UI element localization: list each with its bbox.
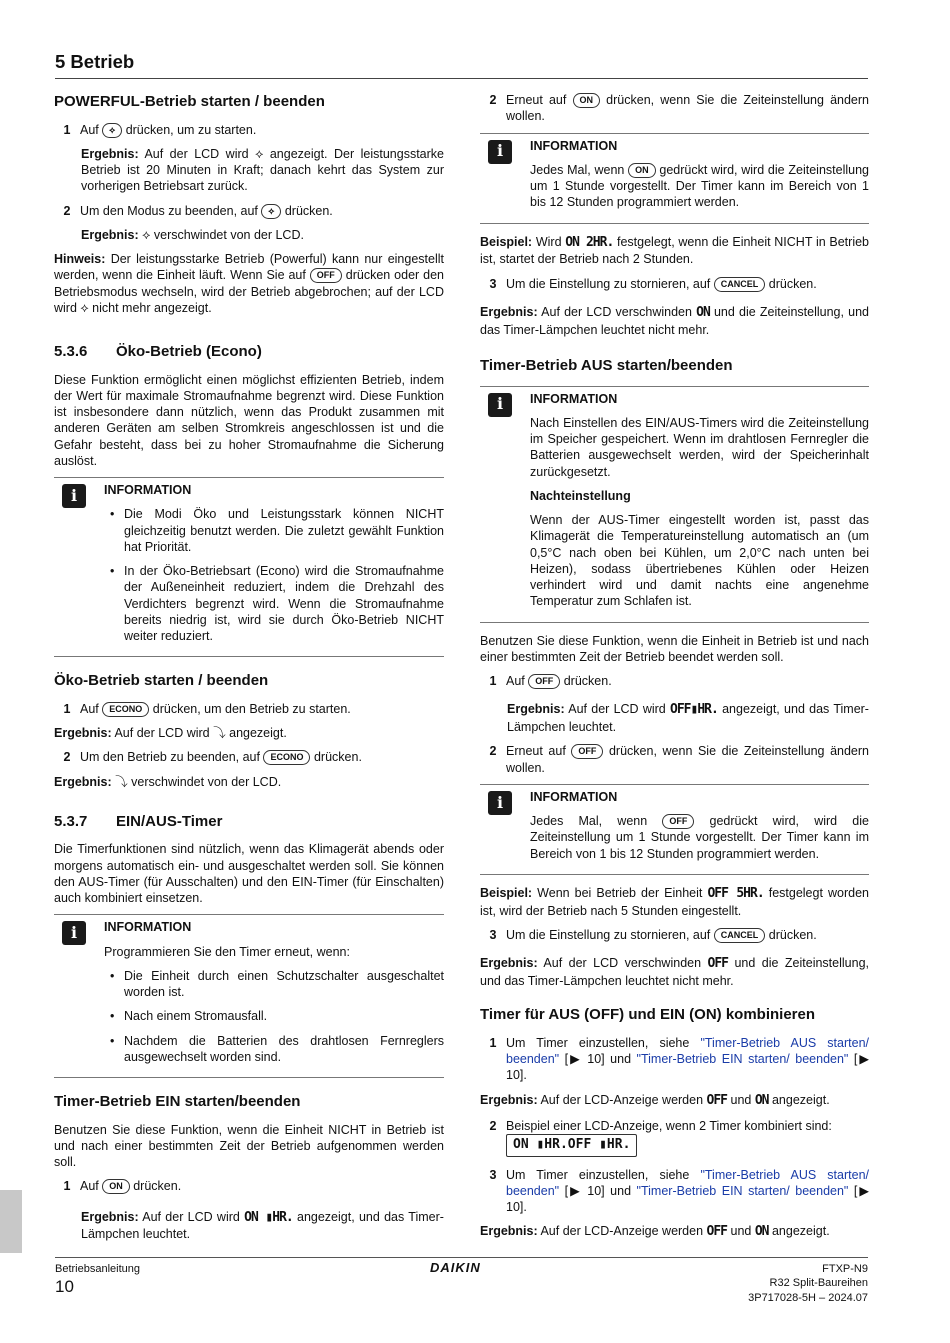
right-column	[480, 92, 869, 1249]
result: Ergebnis: ⟡ verschwindet von der LCD.	[81, 227, 304, 242]
timer-paragraph: Die Timerfunktionen sind nützlich, wenn das Klimagerät abends oder morgens automatisch ein- und ausgeschaltet werden soll. Sie können den AUS-Timer (für Ausschalten) und den EIN-Timer (für Einschalten) auch kombiniert einsetzen.	[54, 842, 444, 905]
hint: Hinweis: Der leistungsstarke Betrieb (Powerful) kann nur eingestellt werden, wenn die Einheit läuft. Wenn Sie auf OFF drücken oder den Betriebsmodus wechseln, wird der Betrieb abgebrochen; auf der LCD wird ⟡ nicht mehr angezeigt.	[54, 252, 444, 315]
lcd-display: ON ▮HR.OFF ▮HR.	[506, 1134, 637, 1157]
step: 2 Erneut auf OFF drücken, wenn Sie die Zeiteinstellung ändern wollen.	[489, 744, 869, 775]
result: Ergebnis: Auf der LCD wird OFF▮HR. angezeigt, und das Timer-Lämpchen leuchtet.	[507, 702, 869, 735]
step: 2 Beispiel einer LCD-Anzeige, wenn 2 Timer kombiniert sind: ON ▮HR.OFF ▮HR.	[480, 1118, 869, 1157]
powerful-button-icon: ⟡	[102, 123, 122, 138]
example: Beispiel: Wird ON 2HR. festgelegt, wenn die Einheit NICHT in Betrieb ist, startet der Betrieb nach 2 Stunden.	[480, 234, 869, 267]
link-timer-off[interactable]: "Timer-Betrieb AUS starten/ beenden"	[506, 1035, 869, 1067]
chapter-title: 5 Betrieb	[55, 50, 868, 79]
step: 3 Um die Einstellung zu stornieren, auf CANCEL drücken.	[489, 928, 817, 943]
information-icon: i	[488, 140, 512, 164]
step: 1 Auf ECONO drücken, um den Betrieb zu starten.	[63, 701, 351, 716]
heading-timer-off: Timer-Betrieb AUS starten/beenden	[480, 357, 733, 375]
lcd-display: ON 2HR.	[565, 234, 614, 250]
powerful-symbol-icon: ⟡	[255, 146, 264, 161]
on-button-icon: ON	[628, 163, 656, 178]
link-timer-on[interactable]: "Timer-Betrieb EIN starten/ beenden"	[636, 1183, 849, 1198]
powerful-button-icon: ⟡	[261, 204, 281, 219]
econo-paragraph: Diese Funktion ermöglicht einen möglichst effizienten Betrieb, indem der Wert für maximale Stromaufnahme begrenzt wird. Diese Funktion ist insbesondere dann nützlich, wenn das Produkt zusammen mit anderen Geräten am selben Stromkreis angeschlossen ist und die Gefahr besteht, dass bei zu hoher Stromaufnahme die Sicherung auslöst.	[54, 372, 444, 468]
information-box: i INFORMATION Programmieren Sie den Timer erneut, wenn: • Die Einheit durch einen Schutzschalter ausgeschaltet worden ist. • Nach einem Stromausfall. • Nachdem die Batterien des drahtlosen Fernreglers ausgewechselt worden sind.	[54, 914, 444, 1078]
information-icon: i	[488, 393, 512, 417]
lcd-display: OFF 5HR.	[707, 885, 764, 901]
off-button-icon: OFF	[662, 814, 694, 829]
information-box: i INFORMATION Jedes Mal, wenn ON gedrückt wird, wird die Zeiteinstellung um 1 Stunde vorgestellt. Der Timer kann im Bereich von 1 bis 12 Stunden programmiert werden.	[480, 133, 869, 224]
step: 3 Um die Einstellung zu stornieren, auf CANCEL drücken.	[489, 276, 817, 291]
result: Ergebnis: Auf der LCD verschwinden OFF und die Zeiteinstellung, und das Timer-Lämpchen leuchtet nicht mehr.	[480, 956, 869, 989]
daikin-logo: DAIKIN	[430, 1260, 481, 1275]
lcd-display: OFF▮HR.	[670, 702, 718, 718]
cancel-button-icon: CANCEL	[714, 928, 766, 943]
information-icon: i	[62, 484, 86, 508]
powerful-symbol-icon: ⟡	[80, 300, 89, 315]
econo-symbol-icon: ⤵	[115, 774, 128, 789]
off-button-icon: OFF	[310, 268, 342, 283]
result: Ergebnis: Auf der LCD-Anzeige werden OFF und ON angezeigt.	[480, 1224, 830, 1240]
econo-button-icon: ECONO	[263, 750, 310, 765]
step: 2 Um den Modus zu beenden, auf ⟡ drücken.	[63, 203, 333, 218]
heading-econo: Öko-Betrieb starten / beenden	[54, 672, 269, 690]
step: 2 Erneut auf ON drücken, wenn Sie die Zeiteinstellung ändern wollen.	[489, 93, 869, 124]
example: Beispiel: Wenn bei Betrieb der Einheit OFF 5HR. festgelegt worden ist, wird der Betrieb nach 5 Stunden eingestellt.	[480, 885, 869, 918]
section-5-3-6: 5.3.6 Öko-Betrieb (Econo)	[54, 343, 262, 360]
information-box: i INFORMATION Jedes Mal, wenn OFF gedrückt wird, wird die Zeiteinstellung um 1 Stunde vorgestellt. Der Timer kann im Bereich von 1 bis 12 Stunden programmiert werden.	[480, 784, 869, 875]
timer-on-paragraph: Benutzen Sie diese Funktion, wenn die Einheit NICHT in Betrieb ist und nach einer bestimmten Zeit der Betrieb aufgenommen werden soll.	[54, 1122, 444, 1169]
off-button-icon: OFF	[528, 674, 560, 689]
information-icon: i	[488, 791, 512, 815]
timer-off-paragraph: Benutzen Sie diese Funktion, wenn die Einheit in Betrieb ist und nach einer bestimmten Zeit der Betrieb beendet werden soll.	[480, 633, 869, 664]
result: Ergebnis: Auf der LCD verschwinden ON und die Zeiteinstellung, und das Timer-Lämpchen leuchtet nicht mehr.	[480, 304, 869, 337]
footer-divider	[55, 1257, 868, 1258]
section-5-3-7: 5.3.7 EIN/AUS-Timer	[54, 812, 223, 830]
information-box: i INFORMATION • Die Modi Öko und Leistungsstark können NICHT gleichzeitig benutzt werden. Die zuletzt gewählt Funktion hat Priorität. • In der Öko-Betriebsart (Econo) wird die Stromaufnahme der Außeneinheit reduziert, indem die Drehzahl des Verdichters begrenzt wird. Wenn die Stromaufnahme bereits niedrig ist, wird sie durch Öko-Betrieb NICHT weiter reduziert.	[54, 477, 444, 657]
off-button-icon: OFF	[571, 744, 603, 759]
result: Ergebnis: Auf der LCD-Anzeige werden OFF und ON angezeigt.	[480, 1092, 830, 1108]
link-timer-on[interactable]: "Timer-Betrieb EIN starten/ beenden"	[636, 1052, 849, 1067]
footer-model-info: FTXP-N9 R32 Split-Baureihen 3P717028-5H – 2024.07	[748, 1263, 868, 1304]
chapter-tab	[0, 1190, 22, 1253]
on-button-icon: ON	[573, 93, 601, 108]
link-timer-off[interactable]: "Timer-Betrieb AUS starten/ beenden"	[506, 1167, 869, 1198]
footer-doc-type: Betriebsanleitung	[55, 1263, 141, 1275]
on-button-icon: ON	[102, 1179, 130, 1194]
step: 1 Auf ON drücken.	[63, 1179, 182, 1194]
heading-combine: Timer für AUS (OFF) und EIN (ON) kombinieren	[480, 1006, 816, 1024]
step: 2 Um den Betrieb zu beenden, auf ECONO drücken.	[63, 750, 362, 765]
information-box: i INFORMATION Nach Einstellen des EIN/AUS-Timers wird die Zeiteinstellung im Speicher gespeichert. Wenn im drahtlosen Fernregler die Batterien ausgewechselt werden, wird der Speicherinhalt zurückgesetzt. Nachteinstellung Wenn der AUS-Timer eingestellt worden ist, passt das Klimagerät die Temperatureinstellung automatisch an (um 0,5°C nach oben bei Kühlen, um 2,0°C nach unten bei Heizen), sodass übertriebenes Kühlen oder Heizen verhindert wird und damit nachts eine angenehme Temperatur zum Schlafen ist.	[480, 386, 869, 623]
result: Ergebnis: Auf der LCD wird ON ▮HR. angezeigt, und das Timer-Lämpchen leuchtet.	[81, 1209, 444, 1242]
heading-powerful: POWERFUL-Betrieb starten / beenden	[54, 93, 325, 110]
lcd-display: ON	[696, 304, 710, 320]
cancel-button-icon: CANCEL	[714, 277, 766, 292]
lcd-display: OFF	[707, 956, 728, 972]
step: 1 Auf ⟡ drücken, um zu starten.	[63, 122, 257, 137]
step: 3 Um Timer einzustellen, siehe "Timer-Betrieb AUS starten/ beenden" [▶ 10] und "Timer-Betrieb EIN starten/ beenden" [▶ 10].	[489, 1167, 870, 1215]
powerful-symbol-icon: ⟡	[142, 227, 151, 242]
left-column	[54, 92, 444, 1251]
heading-timer-on: Timer-Betrieb EIN starten/beenden	[54, 1093, 301, 1110]
lcd-display: ON ▮HR.	[244, 1209, 293, 1225]
page-number: 10	[55, 1277, 74, 1296]
result: Ergebnis: ⤵ verschwindet von der LCD.	[54, 774, 282, 789]
result: Ergebnis: Auf der LCD wird ⤵ angezeigt.	[54, 726, 287, 740]
econo-symbol-icon: ⤵	[213, 726, 226, 740]
step: 1 Auf OFF drücken.	[489, 674, 612, 689]
econo-button-icon: ECONO	[102, 702, 149, 717]
information-icon: i	[62, 921, 86, 945]
result: Ergebnis: Auf der LCD wird ⟡ angezeigt. Der leistungsstarke Betrieb ist 20 Minuten in Kraft; danach kehrt das System zur vorherigen Betriebsart zurück.	[81, 146, 444, 194]
step: 1 Um Timer einzustellen, siehe "Timer-Betrieb AUS starten/ beenden" [▶ 10] und "Timer-Betrieb EIN starten/ beenden" [▶ 10].	[489, 1035, 870, 1083]
